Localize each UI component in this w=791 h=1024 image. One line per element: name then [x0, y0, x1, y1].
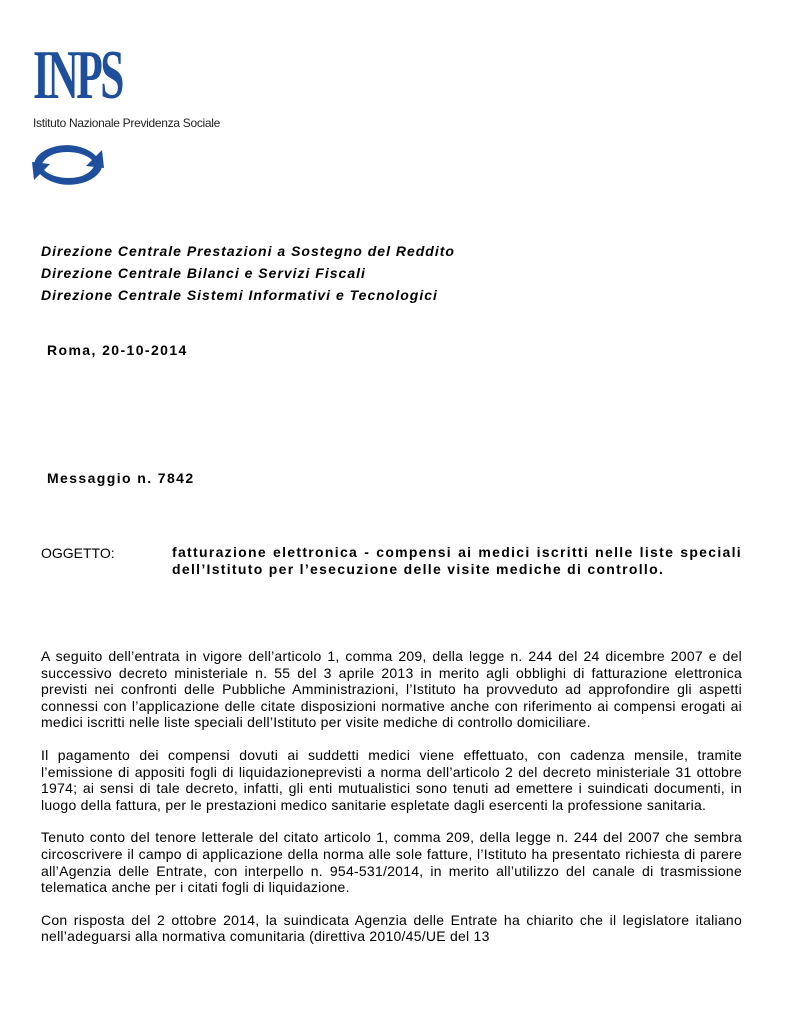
direction-line: Direzione Centrale Sistemi Informativi e Tecnologici [41, 287, 438, 303]
body-paragraph: Con risposta del 2 ottobre 2014, la suindicata Agenzia delle Entrate ha chiarito che il legislatore italiano nell’adeguarsi alla normativa comunitaria (direttiva 2010/45/UE del 13 [41, 911, 742, 945]
subject-text: fatturazione elettronica - compensi ai medici iscritti nelle liste speciali dell’Istituto per l’esecuzione delle visite mediche di controllo. [172, 544, 742, 577]
logo-subtitle: Istituto Nazionale Previdenza Sociale [33, 116, 221, 130]
inps-logo [33, 37, 253, 130]
body-paragraph: Tenuto conto del tenore letterale del citato articolo 1, comma 209, della legge n. 244 del 2007 che sembra circoscrivere il campo di applicazione della norma alle sole fatture, l’Istituto ha presentato richiesta di parere all’Agenzia delle Entrate, con interpello n. 954-531/2014, in merito all’utilizzo del canale di trasmissione telematica anche per i citati fogli di liquidazione. [41, 829, 742, 896]
issuing-directions [41, 240, 455, 306]
document-date: Roma, 20-10-2014 [47, 342, 188, 358]
circular-arrows-icon [26, 138, 110, 190]
body-paragraph: Il pagamento dei compensi dovuti ai suddetti medici viene effettuato, con cadenza mensile, tramite l’emissione di appositi fogli di liquidazioneprevisti a norma dell’articolo 2 del decreto ministeriale 31 ottobre 1974; ai sensi di tale decreto, infatti, gli enti mutualistici sono tenuti ad emettere i suindicati documenti, in luogo della fattura, per le prestazioni medico sanitarie espletate dagli esercenti la professione sanitaria. [41, 746, 742, 813]
message-number: Messaggio n. 7842 [47, 470, 195, 486]
direction-line: Direzione Centrale Bilanci e Servizi Fiscali [41, 265, 366, 281]
document-body [41, 648, 742, 961]
direction-line: Direzione Centrale Prestazioni a Sostegno del Reddito [41, 243, 455, 259]
subject-label: OGGETTO: [41, 545, 115, 561]
logo-wordmark: INPS [33, 37, 122, 114]
body-paragraph: A seguito dell’entrata in vigore dell’articolo 1, comma 209, della legge n. 244 del 24 dicembre 2007 e del successivo decreto ministeriale n. 55 del 3 aprile 2013 in merito agli obblighi di fatturazione elettronica previsti nei confronti delle Pubbliche Amministrazioni, l’Istituto ha provveduto ad approfondire gli aspetti connessi con l’applicazione delle citate disposizioni normative anche con riferimento ai compensi erogati ai medici iscritti nelle liste speciali dell’Istituto per visite mediche di controllo domiciliare. [41, 648, 742, 731]
